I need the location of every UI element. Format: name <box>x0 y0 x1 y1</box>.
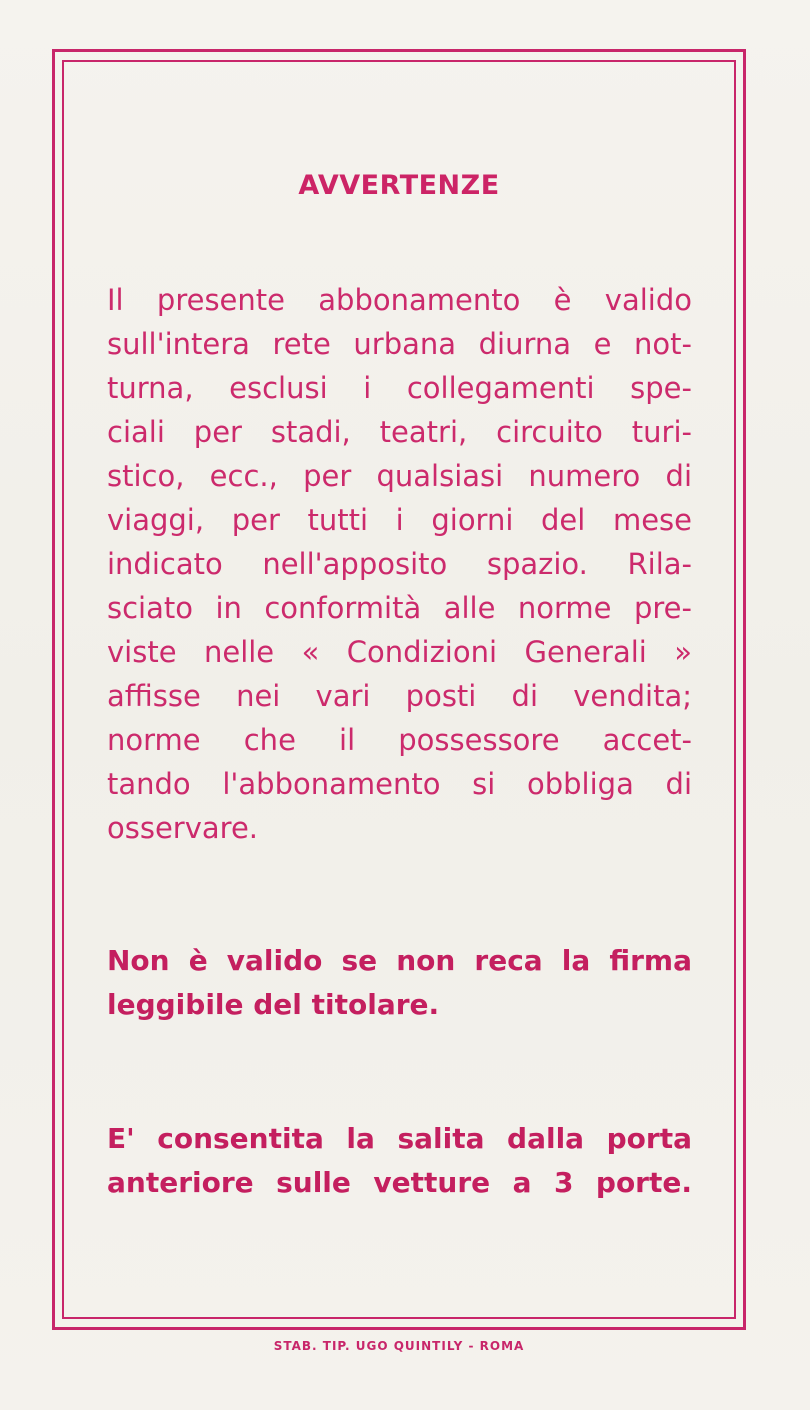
boarding-notice-line: anteriore sulle vetture a 3 porte. <box>107 1166 692 1199</box>
paragraph-line: ciali per stadi, teatri, circuito turi- <box>107 415 692 449</box>
paragraph-line: viaggi, per tutti i giorni del mese <box>107 503 692 537</box>
printer-credit: STAB. TIP. UGO QUINTILY - ROMA <box>273 1339 525 1353</box>
boarding-notice-line: E' consentita la salita dalla porta <box>107 1122 692 1155</box>
heading: AVVERTENZE <box>298 170 500 201</box>
paragraph-line: viste nelle « Condizioni Generali » <box>107 635 692 669</box>
paragraph-line: indicato nell'apposito spazio. Rila- <box>107 547 692 581</box>
signature-notice-line: Non è valido se non reca la firma <box>107 944 692 977</box>
paragraph-line: tando l'abbonamento si obbliga di <box>107 767 692 801</box>
signature-notice-line: leggibile del titolare. <box>107 988 440 1021</box>
paragraph-line: norme che il possessore accet- <box>107 723 692 757</box>
paragraph-line: sciato in conformità alle norme pre- <box>107 591 692 625</box>
paragraph-line: affisse nei vari posti di vendita; <box>107 679 692 713</box>
paragraph-line: osservare. <box>107 811 259 845</box>
paragraph-line: stico, ecc., per qualsiasi numero di <box>107 459 692 493</box>
paragraph-line: sull'intera rete urbana diurna e not- <box>107 327 692 361</box>
paragraph-line: turna, esclusi i collegamenti spe- <box>107 371 692 405</box>
paragraph-line: Il presente abbonamento è valido <box>107 283 692 317</box>
